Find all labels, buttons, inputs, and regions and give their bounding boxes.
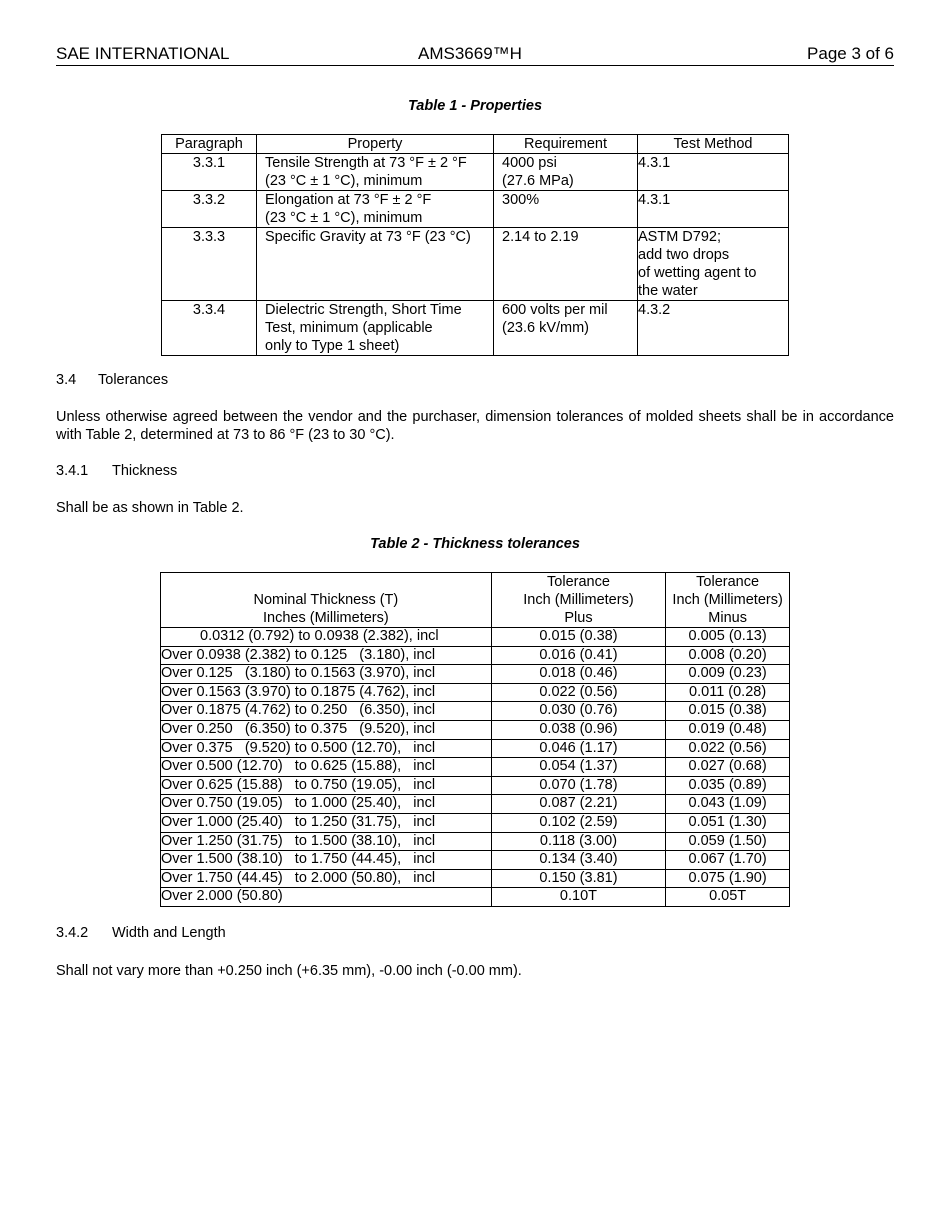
table-header-row [162, 135, 789, 154]
cell-line: 300% [502, 192, 540, 208]
cell-line: Test, minimum (applicable [265, 320, 433, 336]
nominal-thickness-cell: Over 0.625 (15.88) to 0.750 (19.05), incl [161, 776, 492, 795]
tolerance-minus-cell: 0.027 (0.68) [666, 758, 790, 777]
table-row [161, 646, 790, 665]
section-number: 3.4 [56, 372, 77, 388]
tolerance-minus-cell: 0.043 (1.09) [666, 795, 790, 814]
tolerance-minus-cell: 0.051 (1.30) [666, 813, 790, 832]
tolerance-minus-cell: 0.009 (0.23) [666, 665, 790, 684]
table-row [161, 832, 790, 851]
test-method-cell [638, 301, 789, 356]
tolerance-minus-cell: 0.067 (1.70) [666, 851, 790, 870]
tolerance-plus-cell: 0.015 (0.38) [491, 628, 666, 647]
document-page [56, 44, 894, 979]
cell-line: 600 volts per mil [502, 302, 608, 318]
col-header: Property [257, 135, 494, 154]
section-3-4-heading [56, 372, 168, 388]
tolerance-minus-cell: 0.011 (0.28) [666, 683, 790, 702]
cell-line: (23.6 kV/mm) [502, 320, 590, 336]
table-row [161, 776, 790, 795]
cell-line: 4.3.1 [638, 155, 671, 171]
property-cell [257, 228, 494, 301]
tolerance-plus-cell: 0.046 (1.17) [491, 739, 666, 758]
section-title: Thickness [112, 463, 178, 479]
cell-line: Dielectric Strength, Short Time [265, 302, 462, 318]
col-header-minus [666, 573, 790, 628]
nominal-thickness-cell: Over 0.0938 (2.382) to 0.125 (3.180), incl [161, 646, 492, 665]
tolerance-plus-cell: 0.022 (0.56) [491, 683, 666, 702]
nominal-thickness-cell: Over 0.125 (3.180) to 0.1563 (3.970), incl [161, 665, 492, 684]
table-row [161, 888, 790, 907]
tolerance-plus-cell: 0.018 (0.46) [491, 665, 666, 684]
tolerance-minus-cell: 0.015 (0.38) [666, 702, 790, 721]
table-row [161, 795, 790, 814]
page-header [56, 44, 894, 66]
tolerance-plus-cell: 0.016 (0.41) [491, 646, 666, 665]
table-row [161, 665, 790, 684]
cell-line: of wetting agent to [638, 265, 757, 281]
nominal-thickness-cell: Over 0.375 (9.520) to 0.500 (12.70), incl [161, 739, 492, 758]
requirement-cell [494, 301, 638, 356]
table-row [162, 191, 789, 228]
cell-line: 4.3.2 [638, 302, 671, 318]
nominal-thickness-cell: 0.0312 (0.792) to 0.0938 (2.382), incl [161, 628, 492, 647]
table-row [161, 628, 790, 647]
tolerance-plus-cell: 0.087 (2.21) [491, 795, 666, 814]
property-cell [257, 301, 494, 356]
nominal-thickness-cell: Over 2.000 (50.80) [161, 888, 492, 907]
header-line: Inches (Millimeters) [263, 610, 389, 626]
cell-line: 4.3.1 [638, 192, 671, 208]
tolerance-minus-cell: 0.05T [666, 888, 790, 907]
tolerance-plus-cell: 0.118 (3.00) [491, 832, 666, 851]
section-title: Tolerances [98, 372, 169, 388]
header-line: Minus [708, 610, 747, 626]
cell-line: 3.3.1 [192, 155, 226, 171]
requirement-cell [494, 154, 638, 191]
table-row [162, 228, 789, 301]
nominal-thickness-cell: Over 0.1563 (3.970) to 0.1875 (4.762), incl [161, 683, 492, 702]
cell-line: Elongation at 73 °F ± 2 °F [265, 192, 432, 208]
cell-line: (27.6 MPa) [502, 173, 574, 189]
section-title: Width and Length [112, 925, 226, 941]
nominal-thickness-cell: Over 1.000 (25.40) to 1.250 (31.75), incl [161, 813, 492, 832]
tolerance-plus-cell: 0.038 (0.96) [491, 720, 666, 739]
tolerance-minus-cell: 0.022 (0.56) [666, 739, 790, 758]
nominal-thickness-cell: Over 0.250 (6.350) to 0.375 (9.520), incl [161, 720, 492, 739]
table-row [161, 869, 790, 888]
tolerance-plus-cell: 0.102 (2.59) [491, 813, 666, 832]
cell-line: ASTM D792; [638, 229, 721, 245]
tolerance-minus-cell: 0.075 (1.90) [666, 869, 790, 888]
table-row [162, 301, 789, 356]
tolerance-plus-cell: 0.054 (1.37) [491, 758, 666, 777]
nominal-thickness-cell: Over 1.250 (31.75) to 1.500 (38.10), incl [161, 832, 492, 851]
header-page-number: Page 3 of 6 [807, 44, 894, 63]
header-line: Tolerance [547, 574, 610, 590]
cell-line: Specific Gravity at 73 °F (23 °C) [265, 229, 471, 245]
table-row [161, 702, 790, 721]
col-header-nominal [161, 573, 492, 628]
properties-table [161, 134, 789, 356]
cell-line: Tensile Strength at 73 °F ± 2 °F [265, 155, 467, 171]
tolerance-plus-cell: 0.134 (3.40) [491, 851, 666, 870]
tolerance-plus-cell: 0.070 (1.78) [491, 776, 666, 795]
section-3-4-1-heading [56, 463, 177, 479]
section-3-4-2-text: Shall not vary more than +0.250 inch (+6.35 mm), -0.00 inch (-0.00 mm). [56, 963, 522, 979]
requirement-cell [494, 228, 638, 301]
cell-line: only to Type 1 sheet) [265, 338, 400, 354]
table-row [161, 813, 790, 832]
paragraph-cell [162, 154, 257, 191]
header-line: Tolerance [696, 574, 760, 590]
cell-line: 3.3.2 [192, 192, 226, 208]
header-doc-id: AMS3669™H [418, 44, 522, 63]
paragraph-cell [162, 191, 257, 228]
nominal-thickness-cell: Over 0.750 (19.05) to 1.000 (25.40), incl [161, 795, 492, 814]
test-method-cell [638, 154, 789, 191]
header-org: SAE INTERNATIONAL [56, 44, 230, 63]
thickness-tolerances-table [160, 572, 790, 907]
table-row [161, 720, 790, 739]
table-row [161, 683, 790, 702]
tolerance-minus-cell: 0.059 (1.50) [666, 832, 790, 851]
header-line: Nominal Thickness (T) [253, 592, 399, 608]
cell-line: (23 °C ± 1 °C), minimum [265, 210, 423, 226]
tolerance-minus-cell: 0.019 (0.48) [666, 720, 790, 739]
col-header-plus [491, 573, 666, 628]
section-number: 3.4.2 [56, 925, 89, 941]
col-header: Requirement [494, 135, 638, 154]
cell-line: 4000 psi [502, 155, 557, 171]
header-line: Inch (Millimeters) [672, 592, 783, 608]
tolerance-plus-cell: 0.030 (0.76) [491, 702, 666, 721]
cell-line: (23 °C ± 1 °C), minimum [265, 173, 423, 189]
table-row [161, 758, 790, 777]
tolerance-minus-cell: 0.008 (0.20) [666, 646, 790, 665]
table2-caption: Table 2 - Thickness tolerances [370, 536, 580, 552]
property-cell [257, 154, 494, 191]
nominal-thickness-cell: Over 1.750 (44.45) to 2.000 (50.80), incl [161, 869, 492, 888]
test-method-cell [638, 191, 789, 228]
tolerance-minus-cell: 0.005 (0.13) [666, 628, 790, 647]
tolerance-plus-cell: 0.150 (3.81) [491, 869, 666, 888]
property-cell [257, 191, 494, 228]
cell-line: 2.14 to 2.19 [502, 229, 579, 245]
nominal-thickness-cell: Over 0.500 (12.70) to 0.625 (15.88), incl [161, 758, 492, 777]
table-row [162, 154, 789, 191]
nominal-thickness-cell: Over 0.1875 (4.762) to 0.250 (6.350), incl [161, 702, 492, 721]
paragraph-cell [162, 301, 257, 356]
col-header: Test Method [638, 135, 789, 154]
nominal-thickness-cell: Over 1.500 (38.10) to 1.750 (44.45), incl [161, 851, 492, 870]
tolerance-minus-cell: 0.035 (0.89) [666, 776, 790, 795]
test-method-cell [638, 228, 789, 301]
table1-caption: Table 1 - Properties [407, 98, 543, 114]
section-3-4-1-text: Shall be as shown in Table 2. [56, 500, 244, 516]
section-number: 3.4.1 [56, 463, 89, 479]
tolerance-plus-cell: 0.10T [491, 888, 666, 907]
col-header: Paragraph [162, 135, 257, 154]
paragraph-cell [162, 228, 257, 301]
table-row [161, 739, 790, 758]
header-line: Inch (Millimeters) [523, 592, 634, 608]
cell-line: the water [638, 283, 698, 299]
cell-line: 3.3.4 [192, 302, 226, 318]
cell-line: 3.3.3 [192, 229, 226, 245]
section-3-4-text: Unless otherwise agreed between the vendor and the purchaser, dimension tolerances of molded sheets shall be in accordance with Table 2, determined at 73 to 86 °F (23 to 30 °C). [56, 409, 894, 443]
section-3-4-2-heading [56, 925, 226, 941]
table-row [161, 851, 790, 870]
table-header-row [161, 573, 790, 628]
cell-line: add two drops [638, 247, 730, 263]
header-line: Plus [564, 610, 593, 626]
requirement-cell [494, 191, 638, 228]
